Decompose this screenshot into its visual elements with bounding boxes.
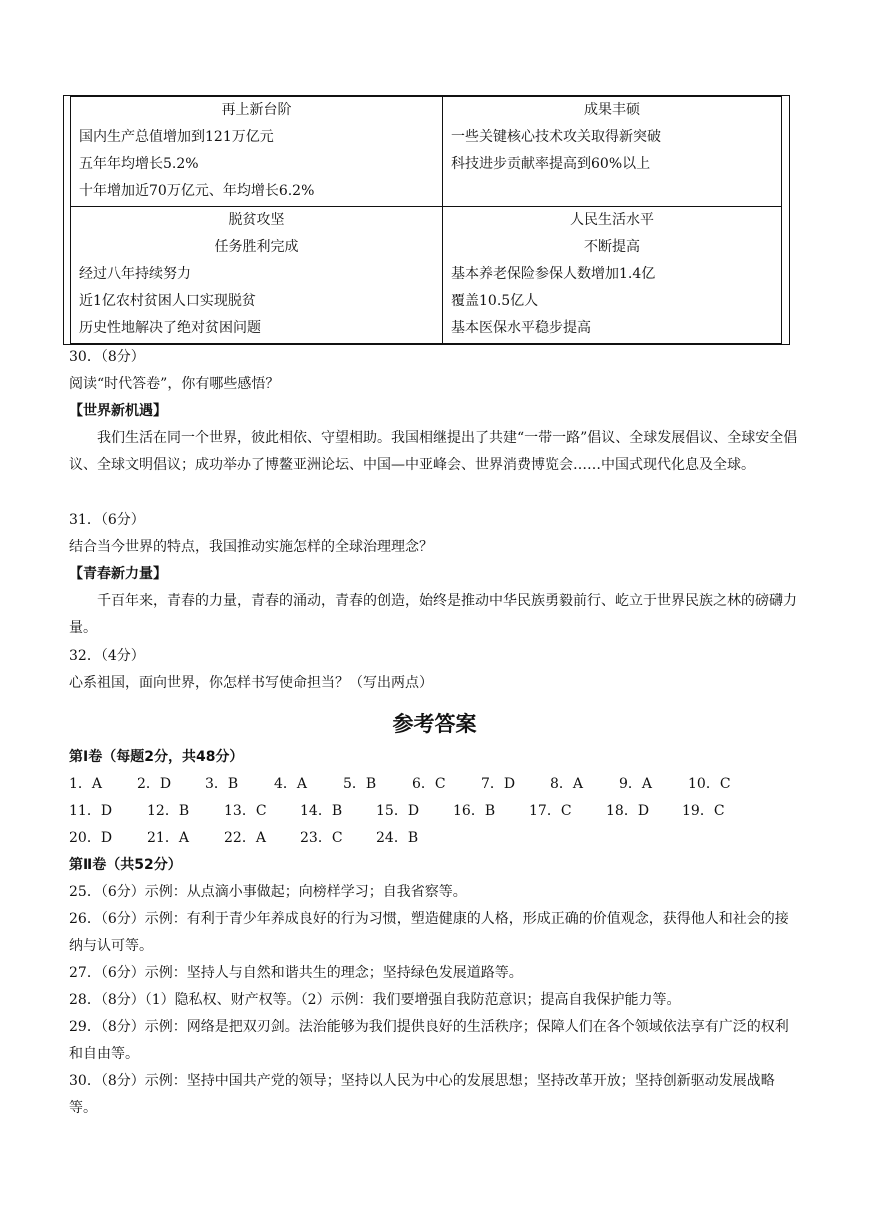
answer-item: 13．C (224, 803, 267, 819)
answer-item: 11．D (69, 803, 113, 819)
answer-item: 16．B (453, 803, 496, 819)
question-32-text: 心系祖国，面向世界，你怎样书写使命担当？（写出两点） (69, 675, 433, 691)
answer-item: 21．A (147, 830, 189, 846)
part1-title: 第Ⅰ卷（每题2分，共48分） (69, 749, 244, 765)
answer-item: 15．D (376, 803, 420, 819)
answer-item: 23．C (300, 830, 343, 846)
cell-title: 脱贫攻坚 (228, 211, 285, 228)
cell-living (443, 206, 782, 343)
cell-tech (443, 97, 782, 207)
question-30-number: 30．（8分） (69, 349, 145, 365)
cell-line: 十年增加近70万亿元、年均增长6.2% (79, 183, 315, 199)
answer-item: 5．B (343, 776, 377, 792)
answer-item: 18．D (606, 803, 650, 819)
section-title-youth: 【青春新力量】 (69, 566, 167, 582)
cell-title: 再上新台阶 (221, 102, 292, 118)
question-31-text: 结合当今世界的特点，我国推动实施怎样的全球治理理念？ (69, 539, 433, 555)
cell-line: 国内生产总值增加到121万亿元 (79, 129, 274, 145)
cell-gdp (71, 97, 443, 207)
answer-28: 28．（8分）（1）隐私权、财产权等。（2）示例：我们要增强自我防范意识；提高自我保护能力等。 (69, 992, 681, 1008)
cell-title: 成果丰硕 (584, 102, 640, 118)
cell-title: 任务胜利完成 (214, 238, 299, 255)
answer-30: 30．（8分）示例：坚持中国共产党的领导；坚持以人民为中心的发展思想；坚持改革开放；坚持创新驱动发展战略等。 (69, 1073, 775, 1116)
question-31-number: 31．（6分） (69, 512, 145, 528)
cell-title: 人民生活水平 (570, 211, 654, 228)
achievements-table (70, 96, 782, 344)
answer-item: 1．A (69, 776, 103, 792)
cell-line: 历史性地解决了绝对贫困问题 (79, 319, 261, 336)
part2-title: 第Ⅱ卷（共52分） (69, 857, 182, 873)
answer-item: 6．C (412, 776, 446, 792)
answer-item: 9．A (619, 776, 653, 792)
question-32-number: 32．（4分） (69, 648, 145, 664)
cell-line: 一些关键核心技术攻关取得新突破 (451, 129, 661, 145)
answer-27: 27．（6分）示例：坚持人与自然和谐共生的理念；坚持绿色发展道路等。 (69, 965, 523, 981)
answer-item: 4．A (274, 776, 308, 792)
table-row (71, 206, 782, 343)
section-title-world: 【世界新机遇】 (69, 403, 167, 419)
cell-line: 基本养老保险参保人数增加1.4亿 (451, 265, 656, 282)
answer-item: 22．A (224, 830, 266, 846)
cell-poverty (71, 206, 443, 343)
answer-item: 24．B (376, 830, 419, 846)
answer-26: 26．（6分）示例：有利于青少年养成良好的行为习惯，塑造健康的人格，形成正确的价值观念，获得他人和社会的接纳与认可等。 (69, 911, 789, 954)
cell-line: 基本医保水平稳步提高 (451, 319, 591, 336)
cell-line: 覆盖10.5亿人 (451, 292, 539, 309)
answer-item: 2．D (137, 776, 172, 792)
answer-item: 10．C (688, 776, 731, 792)
cell-line: 经过八年持续努力 (79, 265, 191, 282)
cell-line: 科技进步贡献率提高到60%以上 (451, 156, 651, 172)
answer-25: 25．（6分）示例：从点滴小事做起；向榜样学习；自我省察等。 (69, 884, 467, 900)
answer-item: 14．B (300, 803, 343, 819)
section-para-world: 我们生活在同一个世界，彼此相依、守望相助。我国相继提出了共建“一带一路”倡议、全球发展倡议、全球安全倡议、全球文明倡议；成功举办了博鳌亚洲论坛、中国—中亚峰会、世界消费博览会……中国式现代化息及全球。 (69, 430, 798, 473)
answer-item: 7．D (481, 776, 516, 792)
answer-item: 12．B (147, 803, 190, 819)
answer-item: 17．C (529, 803, 572, 819)
cell-line: 近1亿农村贫困人口实现脱贫 (79, 292, 256, 309)
answer-item: 8．A (550, 776, 584, 792)
section-para-youth: 千百年来，青春的力量，青春的涌动，青春的创造，始终是推动中华民族勇毅前行、屹立于世界民族之林的磅礴力量。 (69, 593, 797, 636)
cell-title: 不断提高 (584, 238, 640, 255)
question-30-text: 阅读“时代答卷”，你有哪些感悟？ (69, 376, 280, 392)
answer-item: 3．B (205, 776, 239, 792)
answer-item: 20．D (69, 830, 113, 846)
answer-29: 29．（8分）示例：网络是把双刃剑。法治能够为我们提供良好的生活秩序；保障人们在各个领域依法享有广泛的权利和自由等。 (69, 1019, 789, 1062)
answer-item: 19．C (682, 803, 725, 819)
answers-heading: 参考答案 (392, 712, 477, 736)
cell-line: 五年年均增长5.2% (79, 156, 199, 172)
table-row (71, 97, 782, 207)
